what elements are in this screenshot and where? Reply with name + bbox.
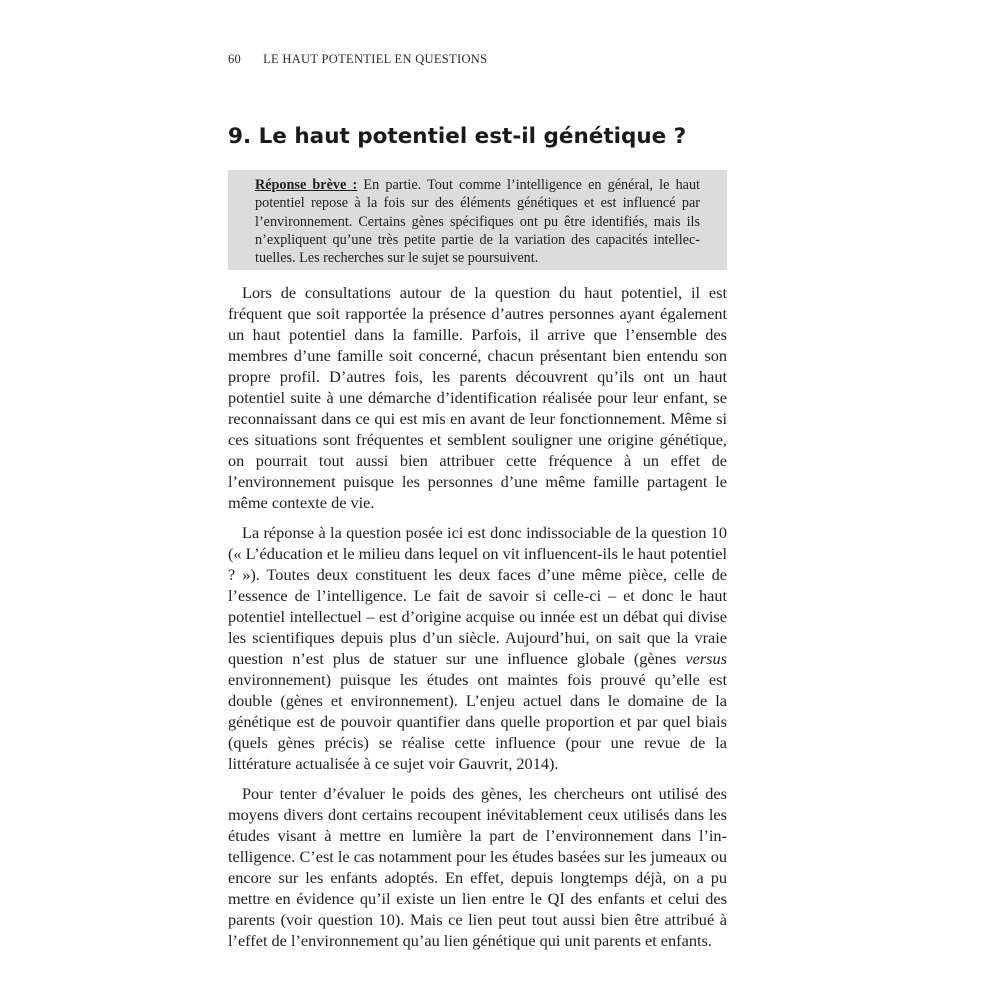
running-header <box>228 52 487 67</box>
chapter-title: 9. Le haut potentiel est-il génétique ? <box>228 124 687 149</box>
body-text <box>228 282 727 960</box>
short-answer-body: En partie. Tout comme l’intelligence en général, le haut potentiel repose à la fois sur des éléments génétiques et est influencé par l’environnement. Certains gènes spécifiques ont pu être identifiés, mais ils n’expliquent qu’une très petite partie de la variation des capacités intellectuelles. Les recherches sur le sujet se poursuivent. <box>255 177 700 267</box>
paragraph-2-part-1: La réponse à la question posée ici est donc indissociable de la question 10 (« L’éducation et le milieu dans lequel on vit influencent-ils le haut potentiel ? »). Toutes deux constituent les deux faces d’une même pièce, celle de l’essence de l’intelligence. Le fait de savoir si celle-ci – et donc le haut potentiel intellectuel – est d’origine acquise ou innée est un débat qui divise les scientifiques depuis plus d’un siècle. Aujourd’hui, on sait que la vraie question n’est plus de statuer sur une influence globale (gènes <box>228 523 727 668</box>
running-title: LE HAUT POTENTIEL EN QUESTIONS <box>263 52 488 66</box>
short-answer-text <box>255 176 700 267</box>
short-answer-box <box>228 170 727 270</box>
page-number: 60 <box>228 52 242 66</box>
paragraph-3: Pour tenter d’évaluer le poids des gènes, les chercheurs ont utilisé des moyens divers dont certains recoupent inévitablement ceux utilisés dans les études visant à mettre en lumière la part de l’environnement dans l’intelligence. C’est le cas notamment pour les études basées sur les jumeaux ou encore sur les enfants adoptés. En effet, depuis longtemps déjà, on a pu mettre en évidence qu’il existe un lien entre le QI des enfants et celui des parents (voir question 10). Mais ce lien peut tout aussi bien être attribué à l’effet de l’environnement qu’au lien génétique qui unit parents et enfants. <box>228 784 727 950</box>
paragraph-2-part-2: environnement) puisque les études ont maintes fois prouvé qu’elle est double (gènes et environnement). L’enjeu actuel dans le domaine de la génétique est de pouvoir quantifier dans quelle proportion et par quel biais (quels gènes précis) se réalise cette influence (pour une revue de la littérature actualisée à ce sujet voir Gauvrit, 2014). <box>228 670 727 773</box>
paragraph-1: Lors de consultations autour de la question du haut potentiel, il est fréquent que soit rapportée la présence d’autres personnes ayant également un haut potentiel dans la famille. Parfois, il arrive que l’ensemble des membres d’une famille soit concerné, chacun présentant bien entendu son propre profil. D’autres fois, les parents découvrent qu’ils ont un haut potentiel suite à une démarche d’identification réalisée pour leur enfant, se reconnaissant dans ce qui est mis en avant de leur fonctionnement. Même si ces situations sont fréquentes et semblent souligner une origine génétique, on pourrait tout aussi bien attribuer cette fréquence à un effet de l’environnement puisque les personnes d’une même famille partagent le même contexte de vie. <box>228 283 727 512</box>
paragraph-2-italic: versus <box>685 649 727 668</box>
short-answer-label: Réponse brève : <box>255 177 358 193</box>
paragraph-2 <box>228 522 727 774</box>
